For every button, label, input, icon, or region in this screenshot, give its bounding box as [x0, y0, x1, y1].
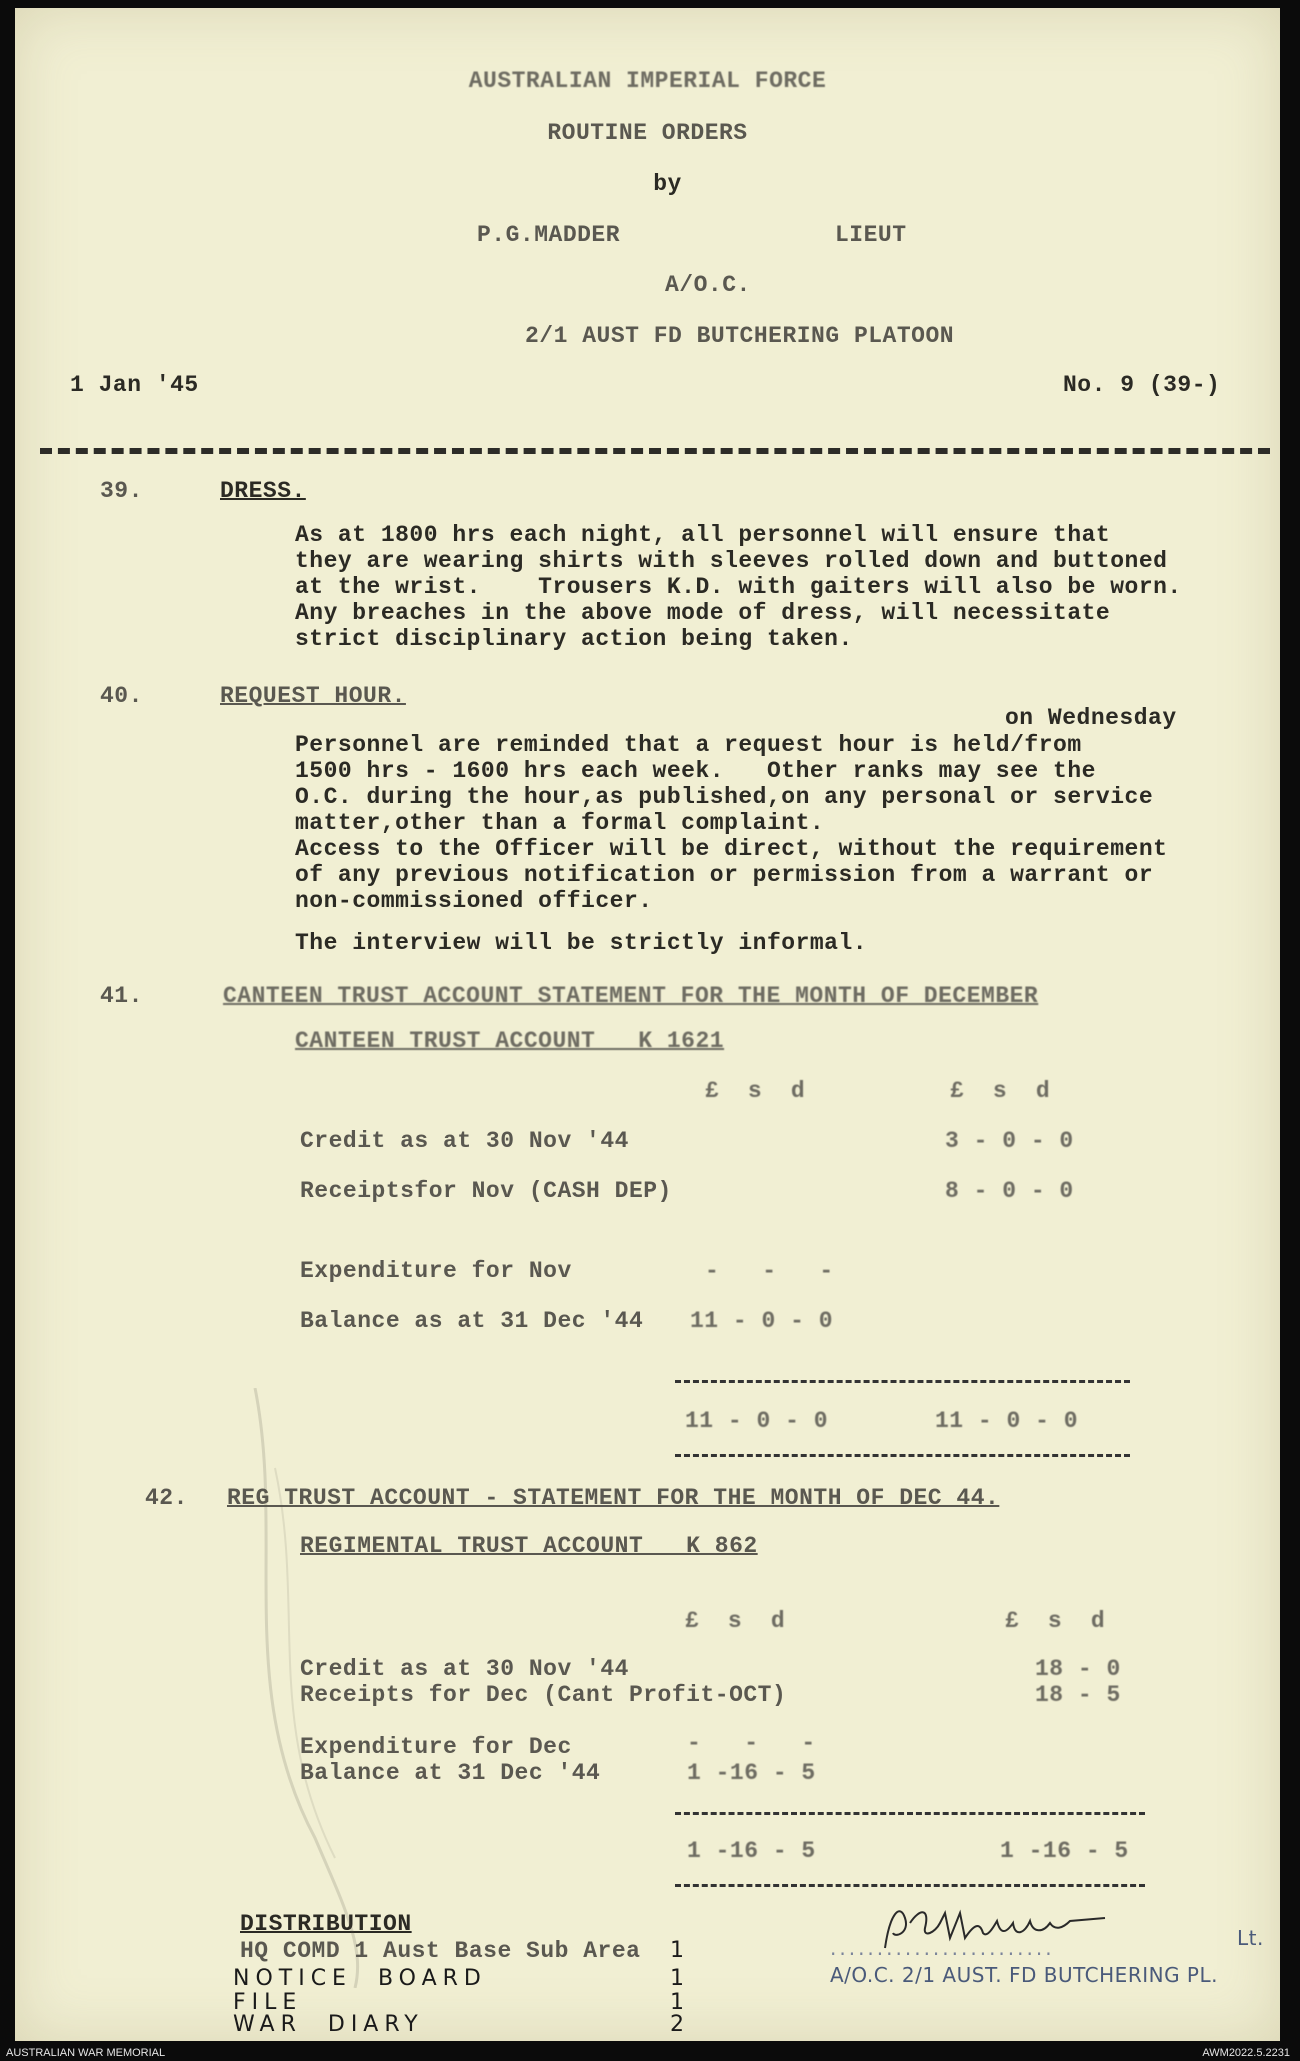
item-39-title: DRESS.	[220, 478, 306, 504]
item-40-line-5: Access to the Officer will be direct, without the requirement	[295, 836, 1168, 862]
footer-institution: AUSTRALIAN WAR MEMORIAL	[6, 2047, 166, 2059]
item-42-total-2: 1 -16 - 5	[1000, 1838, 1129, 1864]
item-40-number: 40.	[100, 683, 143, 709]
item-40-line-6: of any previous notification or permission from a warrant or	[295, 862, 1154, 888]
distribution-count-file: 1	[670, 1990, 690, 2015]
item-41-row-3-label: Expenditure for Nov	[300, 1258, 572, 1284]
distribution-count-notice-board: 1	[670, 1966, 690, 1991]
item-39-number: 39.	[100, 478, 143, 504]
item-42-row-2-label: Receipts for Dec (Cant Profit-OCT)	[300, 1682, 787, 1708]
item-42-number: 42.	[145, 1485, 188, 1511]
item-40-line-1: Personnel are reminded that a request hour is held/from	[295, 732, 1082, 758]
item-42-row-4-label: Balance at 31 Dec '44	[300, 1760, 601, 1786]
distribution-count-war-diary: 2	[670, 2012, 690, 2037]
item-41-row-1-label: Credit as at 30 Nov '44	[300, 1128, 629, 1154]
header-order-number: No. 9 (39-)	[1063, 372, 1221, 398]
item-40-closing: The interview will be strictly informal.	[295, 930, 868, 956]
item-42-row-4-c1: 1 -16 - 5	[687, 1760, 816, 1786]
signature-stamp: A/O.C. 2/1 AUST. FD BUTCHERING PL.	[830, 1963, 1218, 1987]
item-39-line-4: Any breaches in the above mode of dress, will necessitate	[295, 600, 1111, 626]
header-divider	[40, 448, 1270, 454]
item-39-line-3: at the wrist. Trousers K.D. with gaiters will also be worn.	[295, 574, 1182, 600]
item-42-rule-bottom	[675, 1884, 1145, 1887]
distribution-count-hq: 1	[670, 1938, 690, 1963]
item-42-total-1: 1 -16 - 5	[687, 1838, 816, 1864]
item-40-insert: on Wednesday	[1005, 705, 1177, 731]
header-force: AUSTRALIAN IMPERIAL FORCE	[468, 68, 827, 94]
item-42-rule-top	[675, 1812, 1145, 1815]
item-42-col-head-2: £ s d	[1005, 1608, 1106, 1634]
item-41-col-head-1: £ s d	[705, 1078, 806, 1104]
item-41-col-head-2: £ s d	[950, 1078, 1051, 1104]
distribution-entry-hq: HQ COMD 1 Aust Base Sub Area	[240, 1938, 641, 1964]
distribution-entry-war-diary: WAR DIARY	[233, 2012, 424, 2037]
item-41-total-1: 11 - 0 - 0	[685, 1408, 829, 1434]
distribution-entry-file: FILE	[233, 1990, 303, 2015]
item-41-title: CANTEEN TRUST ACCOUNT STATEMENT FOR THE MONTH OF DECEMBER	[223, 983, 1039, 1009]
item-39-line-2: they are wearing shirts with sleeves rolled down and buttoned	[295, 548, 1168, 574]
item-42-row-1-c2: 18 - 0	[1035, 1656, 1121, 1682]
item-41-total-2: 11 - 0 - 0	[935, 1408, 1079, 1434]
item-39-line-1: As at 1800 hrs each night, all personnel will ensure that	[295, 522, 1111, 548]
item-42-row-3-label: Expenditure for Dec	[300, 1734, 572, 1760]
item-40-line-2: 1500 hrs - 1600 hrs each week. Other ranks may see the	[295, 758, 1096, 784]
header-routine-orders: ROUTINE ORDERS	[547, 120, 748, 146]
footer-accession-number: AWM2022.5.2231	[1202, 2047, 1290, 2059]
item-41-number: 41.	[100, 983, 143, 1009]
item-42-row-3-c1: - - -	[687, 1730, 816, 1756]
header-officer-rank: LIEUT	[835, 222, 907, 248]
item-41-row-2-label: Receiptsfor Nov (CASH DEP)	[300, 1178, 672, 1204]
item-41-rule-top	[675, 1380, 1130, 1383]
item-41-row-2-c2: 8 - 0 - 0	[945, 1178, 1074, 1204]
header-officer-name: P.G.MADDER	[477, 222, 621, 248]
item-41-subtitle: CANTEEN TRUST ACCOUNT K 1621	[295, 1028, 725, 1054]
document-page	[15, 8, 1280, 2041]
item-42-row-1-label: Credit as at 30 Nov '44	[300, 1656, 629, 1682]
distribution-title: DISTRIBUTION	[240, 1911, 412, 1937]
item-42-row-2-c2: 18 - 5	[1035, 1682, 1121, 1708]
header-date: 1 Jan '45	[70, 372, 199, 398]
item-42-subtitle: REGIMENTAL TRUST ACCOUNT K 862	[300, 1533, 758, 1559]
item-42-col-head-1: £ s d	[685, 1608, 786, 1634]
item-41-row-3-c1: - - -	[705, 1258, 834, 1284]
signature-dotted-line: ........................	[830, 1936, 1055, 1960]
item-40-line-4: matter,other than a formal complaint.	[295, 810, 825, 836]
item-41-rule-bottom	[675, 1454, 1130, 1457]
item-41-row-4-c1: 11 - 0 - 0	[690, 1308, 834, 1334]
item-41-row-4-label: Balance as at 31 Dec '44	[300, 1308, 644, 1334]
signature-suffix: Lt.	[1237, 1926, 1264, 1950]
distribution-entry-notice-board: NOTICE BOARD	[233, 1966, 487, 1991]
header-by: by	[653, 171, 682, 197]
item-40-line-7: non-commissioned officer.	[295, 888, 653, 914]
item-40-line-3: O.C. during the hour,as published,on any personal or service	[295, 784, 1154, 810]
item-42-title: REG TRUST ACCOUNT - STATEMENT FOR THE MONTH OF DEC 44.	[227, 1485, 1000, 1511]
header-unit: 2/1 AUST FD BUTCHERING PLATOON	[525, 323, 955, 349]
header-role: A/O.C.	[665, 272, 751, 298]
paper-crease-marks	[195, 1388, 395, 1988]
item-41-row-1-c2: 3 - 0 - 0	[945, 1128, 1074, 1154]
item-39-line-5: strict disciplinary action being taken.	[295, 626, 853, 652]
item-40-title: REQUEST HOUR.	[220, 683, 406, 709]
